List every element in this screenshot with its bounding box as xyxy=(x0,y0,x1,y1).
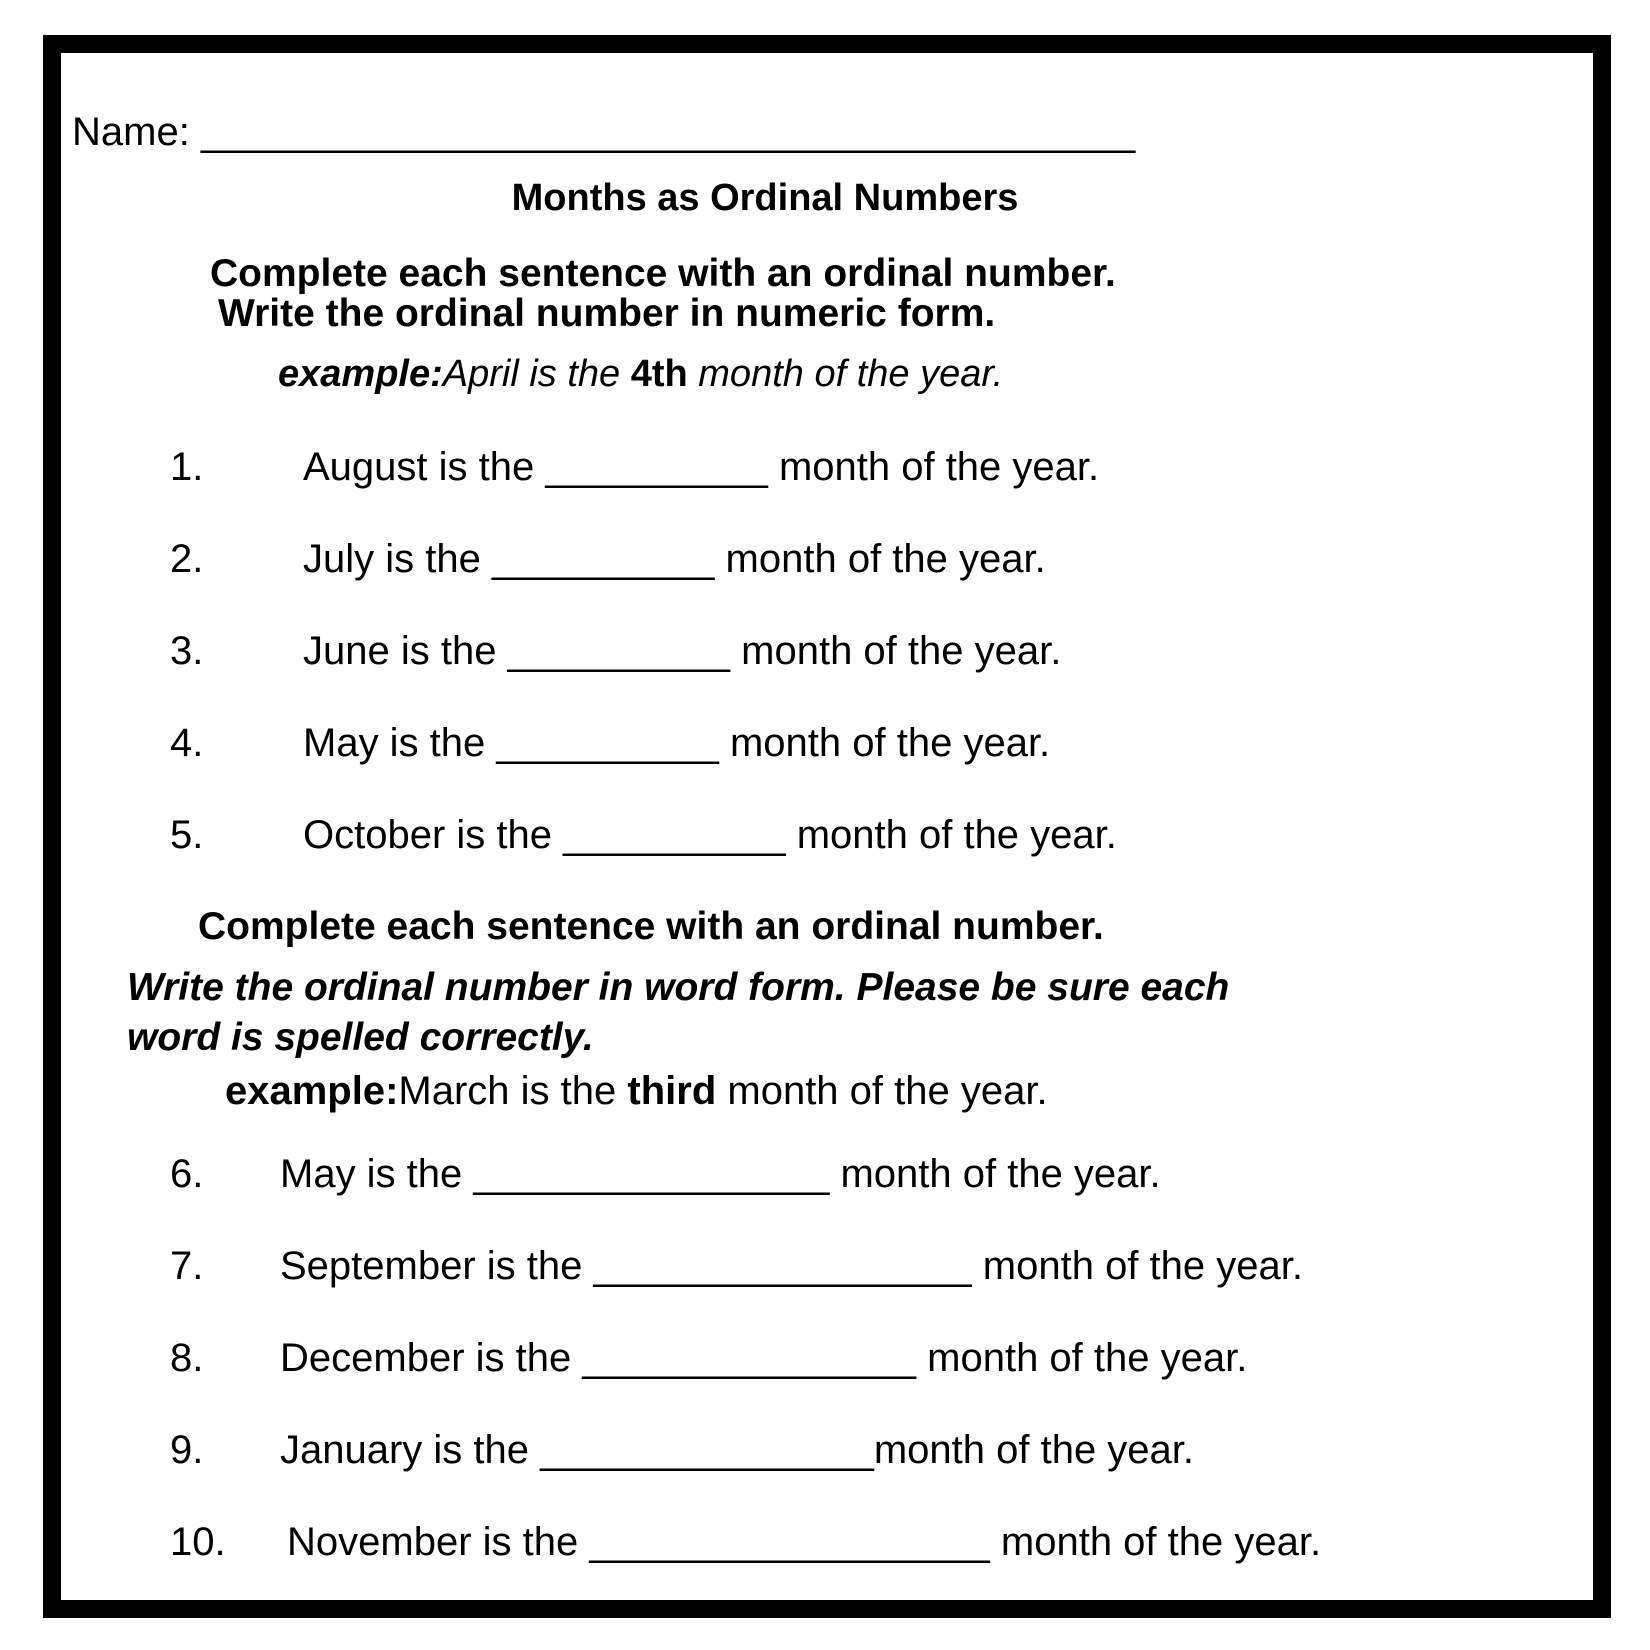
question-text[interactable]: December is the _______________ month of the year. xyxy=(280,1336,1248,1380)
question-text[interactable]: November is the __________________ month of the year. xyxy=(287,1520,1322,1564)
question-number: 10. xyxy=(170,1520,226,1564)
section1-example xyxy=(278,353,1003,396)
section2-example xyxy=(225,1069,1048,1114)
example-label: example: xyxy=(225,1069,399,1113)
question-number: 6. xyxy=(170,1152,204,1196)
example-text-after: month of the year. xyxy=(687,353,1004,395)
question-number: 9. xyxy=(170,1428,204,1472)
section2-instruction-3: word is spelled correctly. xyxy=(127,1016,594,1059)
question-text[interactable]: January is the _______________month of the year. xyxy=(280,1428,1195,1472)
name-line xyxy=(72,110,1135,155)
example-label: example: xyxy=(278,353,443,395)
section1-instruction-2: Write the ordinal number in numeric form. xyxy=(218,292,996,335)
question-number: 7. xyxy=(170,1244,204,1288)
worksheet-title: Months as Ordinal Numbers xyxy=(511,177,1019,219)
example-answer: third xyxy=(627,1069,717,1113)
question-text[interactable]: May is the ________________ month of the year. xyxy=(280,1152,1161,1196)
question-number: 8. xyxy=(170,1336,204,1380)
example-text-before: March is the xyxy=(398,1069,628,1113)
question-text[interactable]: October is the __________ month of the year. xyxy=(303,813,1117,857)
example-text-after: month of the year. xyxy=(716,1069,1048,1113)
question-number: 1. xyxy=(170,445,204,489)
example-answer: 4th xyxy=(630,353,688,395)
name-field[interactable]: __________________________________________ xyxy=(200,110,1136,154)
question-text[interactable]: August is the __________ month of the year. xyxy=(303,445,1100,489)
section1-instruction-1: Complete each sentence with an ordinal number. xyxy=(210,252,1116,295)
question-text[interactable]: September is the _________________ month of the year. xyxy=(280,1244,1303,1288)
name-label: Name: xyxy=(72,110,190,154)
question-text[interactable]: May is the __________ month of the year. xyxy=(303,721,1051,765)
question-text[interactable]: June is the __________ month of the year. xyxy=(303,629,1062,673)
question-number: 4. xyxy=(170,721,204,765)
question-number: 5. xyxy=(170,813,204,857)
section2-instruction-2: Write the ordinal number in word form. Please be sure each xyxy=(127,966,1230,1009)
section2-instruction-1: Complete each sentence with an ordinal number. xyxy=(198,905,1104,948)
question-number: 2. xyxy=(170,537,204,581)
question-text[interactable]: July is the __________ month of the year. xyxy=(303,537,1046,581)
question-number: 3. xyxy=(170,629,204,673)
example-text-before: April is the xyxy=(442,353,631,395)
